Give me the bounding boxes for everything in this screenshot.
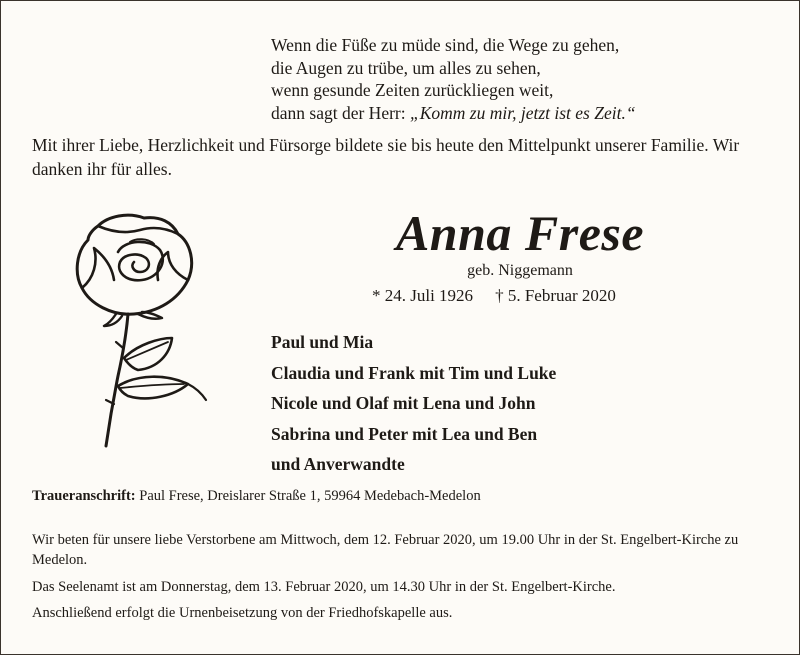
rose-thorn-1 bbox=[116, 342, 123, 348]
poem-quote: „Komm zu mir, jetzt ist es Zeit.“ bbox=[409, 102, 636, 123]
address-value: Paul Frese, Dreislarer Straße 1, 59964 Medebach-Medelon bbox=[139, 488, 481, 504]
rose-stem bbox=[106, 314, 128, 446]
rose-inner-spiral bbox=[118, 242, 163, 280]
address-label: Traueranschrift: bbox=[32, 488, 136, 504]
mourners-list bbox=[271, 327, 556, 480]
poem-line-3: wenn gesunde Zeiten zurückliegen weit, bbox=[271, 80, 554, 100]
death-date: † 5. Februar 2020 bbox=[495, 286, 616, 305]
mourner-line: Paul und Mia bbox=[271, 332, 374, 352]
rose-leaf-lower-vein bbox=[120, 384, 184, 388]
poem bbox=[271, 34, 636, 124]
rose-petal-top bbox=[98, 226, 178, 234]
life-dates bbox=[372, 285, 672, 307]
rose-sepal-left bbox=[104, 314, 122, 326]
deceased-name: Anna Frese bbox=[395, 205, 645, 261]
notice-requiem: Das Seelenamt ist am Donnerstag, dem 13. Februar 2020, um 14.30 Uhr in der St. Engelbert-Kirche. bbox=[32, 579, 616, 595]
rose-leaf-lower-tip bbox=[188, 384, 206, 400]
notice-burial: Anschließend erfolgt die Urnenbeisetzung von der Friedhofskapelle aus. bbox=[32, 605, 453, 621]
mourning-address bbox=[32, 487, 481, 505]
poem-line-1: Wenn die Füße zu müde sind, die Wege zu gehen, bbox=[271, 35, 620, 55]
rose-illustration bbox=[68, 208, 218, 456]
rose-petal-left bbox=[82, 248, 114, 288]
rose-sepal-right bbox=[138, 312, 162, 319]
intro-text: Mit ihrer Liebe, Herzlichkeit und Fürsorge bildete sie bis heute den Mittelpunkt unserer Familie. Wir danken ihr für alles. bbox=[32, 135, 740, 179]
mourner-line: Nicole und Olaf mit Lena und John bbox=[271, 393, 536, 413]
birth-date: * 24. Juli 1926 bbox=[372, 286, 474, 305]
maiden-name: geb. Niggemann bbox=[467, 262, 573, 279]
mourner-line: Claudia und Frank mit Tim und Luke bbox=[271, 362, 557, 383]
poem-line-4 bbox=[271, 102, 636, 125]
mourner-line: Sabrina und Peter mit Lea und Ben bbox=[271, 423, 538, 444]
poem-line-4-prefix: dann sagt der Herr: bbox=[271, 102, 406, 123]
poem-line-2: die Augen zu trübe, um alles zu sehen, bbox=[271, 57, 541, 78]
mourner-line: und Anverwandte bbox=[271, 454, 405, 474]
notice-prayer: Wir beten für unsere liebe Verstorbene am Mittwoch, dem 12. Februar 2020, um 19.00 Uhr in der St. Engelbert-Kirche zu Medelon. bbox=[32, 532, 739, 568]
